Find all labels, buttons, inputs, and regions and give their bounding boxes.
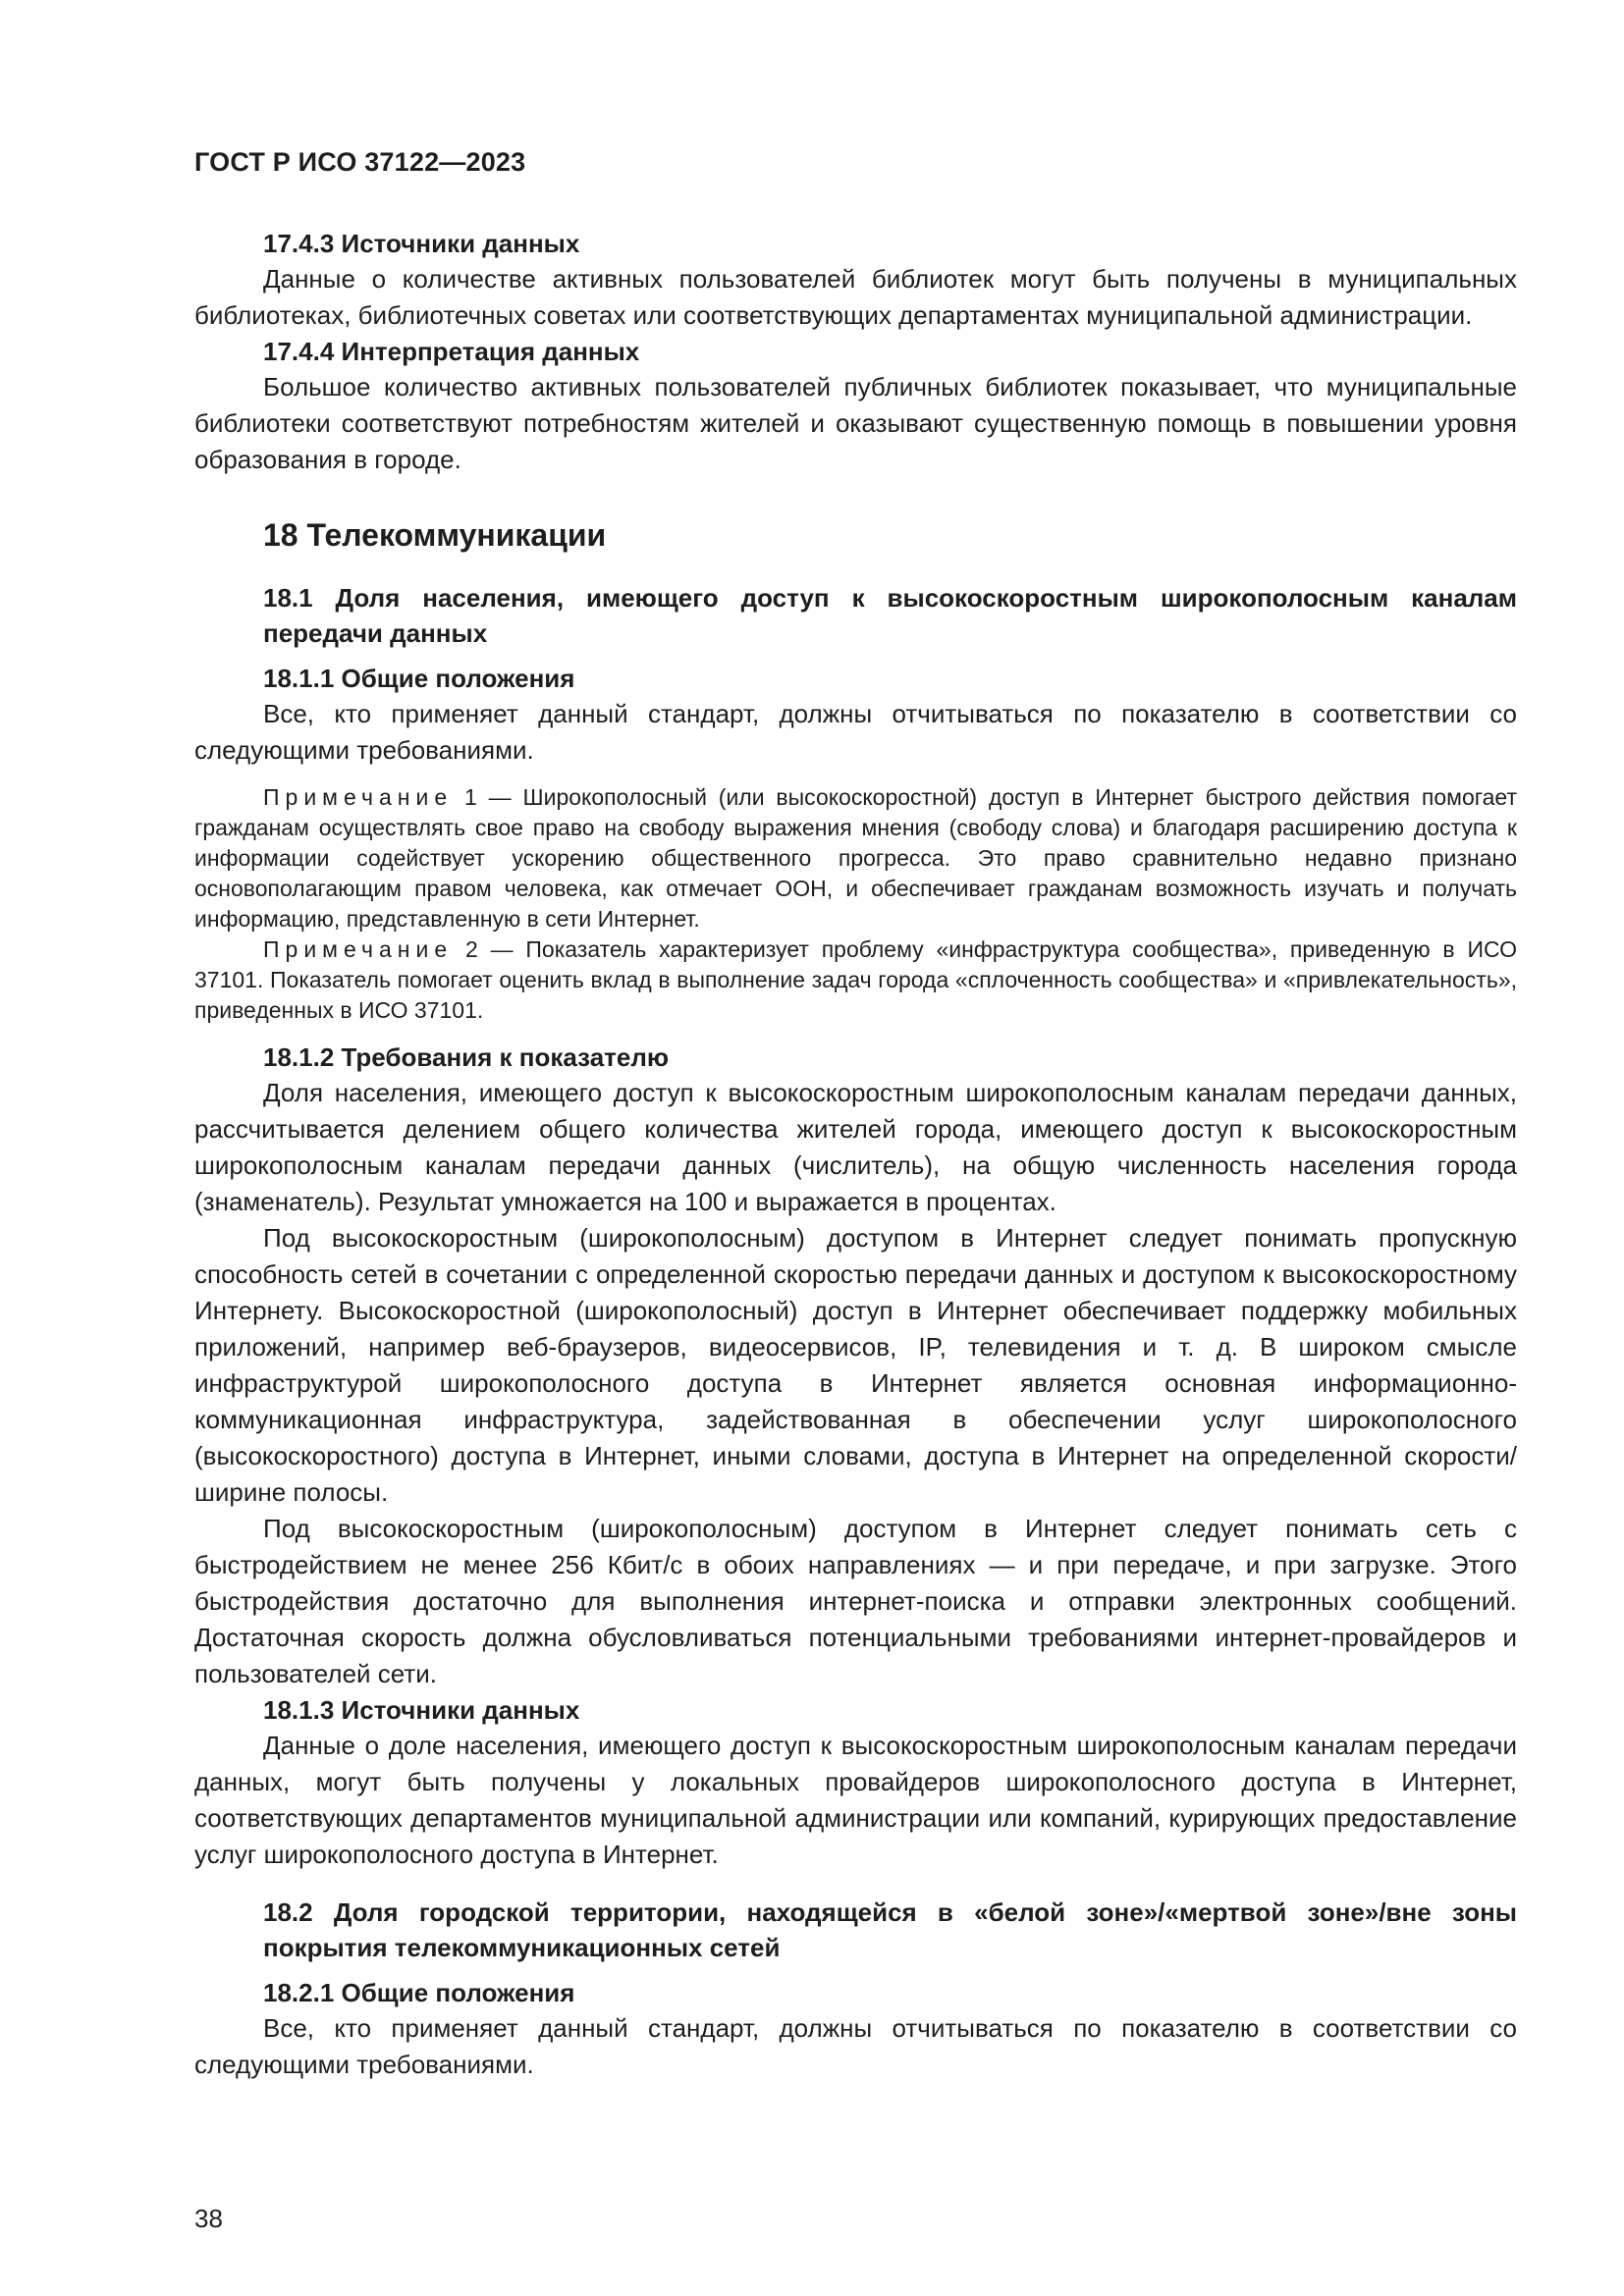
heading-18-2-1: 18.2.1 Общие положения	[263, 1978, 575, 2007]
paragraph: Данные о доле населения, имеющего доступ к высокоскоростным широкополосным каналам передачи данных, могут быть получены у локальных провайдеров широкополосного доступа в Интернет, соответствующих департаментов муниципальной администрации или компаний, курирующих предоставление услуг широкополосного доступа в Интернет.	[194, 1731, 1517, 1869]
page-number: 38	[194, 2204, 223, 2233]
heading-17-4-4: 17.4.4 Интерпретация данных	[263, 337, 640, 366]
paragraph: Все, кто применяет данный стандарт, должны отчитываться по показателю в соответствии со следующими требованиями.	[194, 2013, 1517, 2079]
paragraph: Доля населения, имеющего доступ к высокоскоростным широкополосным каналам передачи данных, рассчитывается делением общего количества жителей города, имеющего доступ к высокоскоростным широкополосным каналам передачи данных (числитель), на общую численность населения города (знаменатель). Результат умножается на 100 и выражается в процентах.	[194, 1078, 1517, 1216]
note-label: Примечание	[263, 784, 454, 810]
paragraph: Под высокоскоростным (широкополосным) доступом в Интернет следует понимать сеть с быстродействием не менее 256 Кбит/с в обоих направлениях — и при передаче, и при загрузке. Этого быстродействия достаточно для выполнения интернет-поиска и отправки электронных сообщений. Достаточная скорость должна обусловливаться потенциальными требованиями интернет-провайдеров и пользователей сети.	[194, 1514, 1517, 1688]
heading-18-1-1: 18.1.1 Общие положения	[263, 664, 575, 693]
paragraph: Данные о количестве активных пользователей библиотек могут быть получены в муниципальных библиотеках, библиотечных советах или соответствующих департаментах муниципальной администрации.	[194, 264, 1517, 330]
heading-18-2: 18.2 Доля городской территории, находящейся в «белой зоне»/«мертвой зоне»/вне зоны покрытия телекоммуникационных сетей	[263, 1897, 1517, 1962]
page-content	[194, 226, 1517, 2083]
note-text: 1 — Широкополосный (или высокоскоростной) доступ в Интернет быстрого действия помогает гражданам осуществлять свое право на свободу выражения мнения (свободу слова) и благодаря расширению доступа к информации содействует ускорению общественного прогресса. Это право сравнительно недавно признано основополагающим правом человека, как отмечает ООН, и обеспечивает гражданам возможность изучать и получать информацию, представленную в сети Интернет.	[194, 784, 1517, 932]
note-2	[194, 934, 1517, 1026]
standard-header: ГОСТ Р ИСО 37122—2023	[194, 147, 526, 177]
note-1	[194, 782, 1517, 934]
paragraph: Большое количество активных пользователей публичных библиотек показывает, что муниципальные библиотеки соответствуют потребностям жителей и оказывают существенную помощь в повышении уровня образования в городе.	[194, 372, 1517, 474]
heading-18-1: 18.1 Доля населения, имеющего доступ к высокоскоростным широкополосным каналам передачи данных	[263, 583, 1517, 648]
heading-17-4-3: 17.4.3 Источники данных	[263, 229, 580, 258]
section-heading-18: 18 Телекоммуникации	[263, 517, 607, 553]
paragraph: Все, кто применяет данный стандарт, должны отчитываться по показателю в соответствии со следующими требованиями.	[194, 699, 1517, 765]
paragraph: Под высокоскоростным (широкополосным) доступом в Интернет следует понимать пропускную способность сетей в сочетании с определенной скоростью передачи данных и доступом к высокоскоростному Интернету. Высокоскоростной (широкополосный) доступ в Интернет обеспечивает поддержку мобильных приложений, например веб-браузеров, видеосервисов, IP, телевидения и т. д. В широком смысле инфраструктурой широкополосного доступа в Интернет является основная информационно-коммуникационная инфраструктура, задействованная в обеспечении услуг широкополосного (высокоскоростного) доступа в Интернет, иными словами, доступа в Интернет на определенной скорости/ширине полосы.	[194, 1223, 1517, 1507]
heading-18-1-2: 18.1.2 Требования к показателю	[263, 1042, 670, 1072]
note-label: Примечание	[263, 936, 454, 962]
note-text: 2 — Показатель характеризует проблему «инфраструктура сообщества», приведенную в ИСО 37101. Показатель помогает оценить вклад в выполнение задач города «сплоченность сообщества» и «привлекательность», приведенных в ИСО 37101.	[194, 936, 1517, 1023]
heading-18-1-3: 18.1.3 Источники данных	[263, 1695, 580, 1725]
